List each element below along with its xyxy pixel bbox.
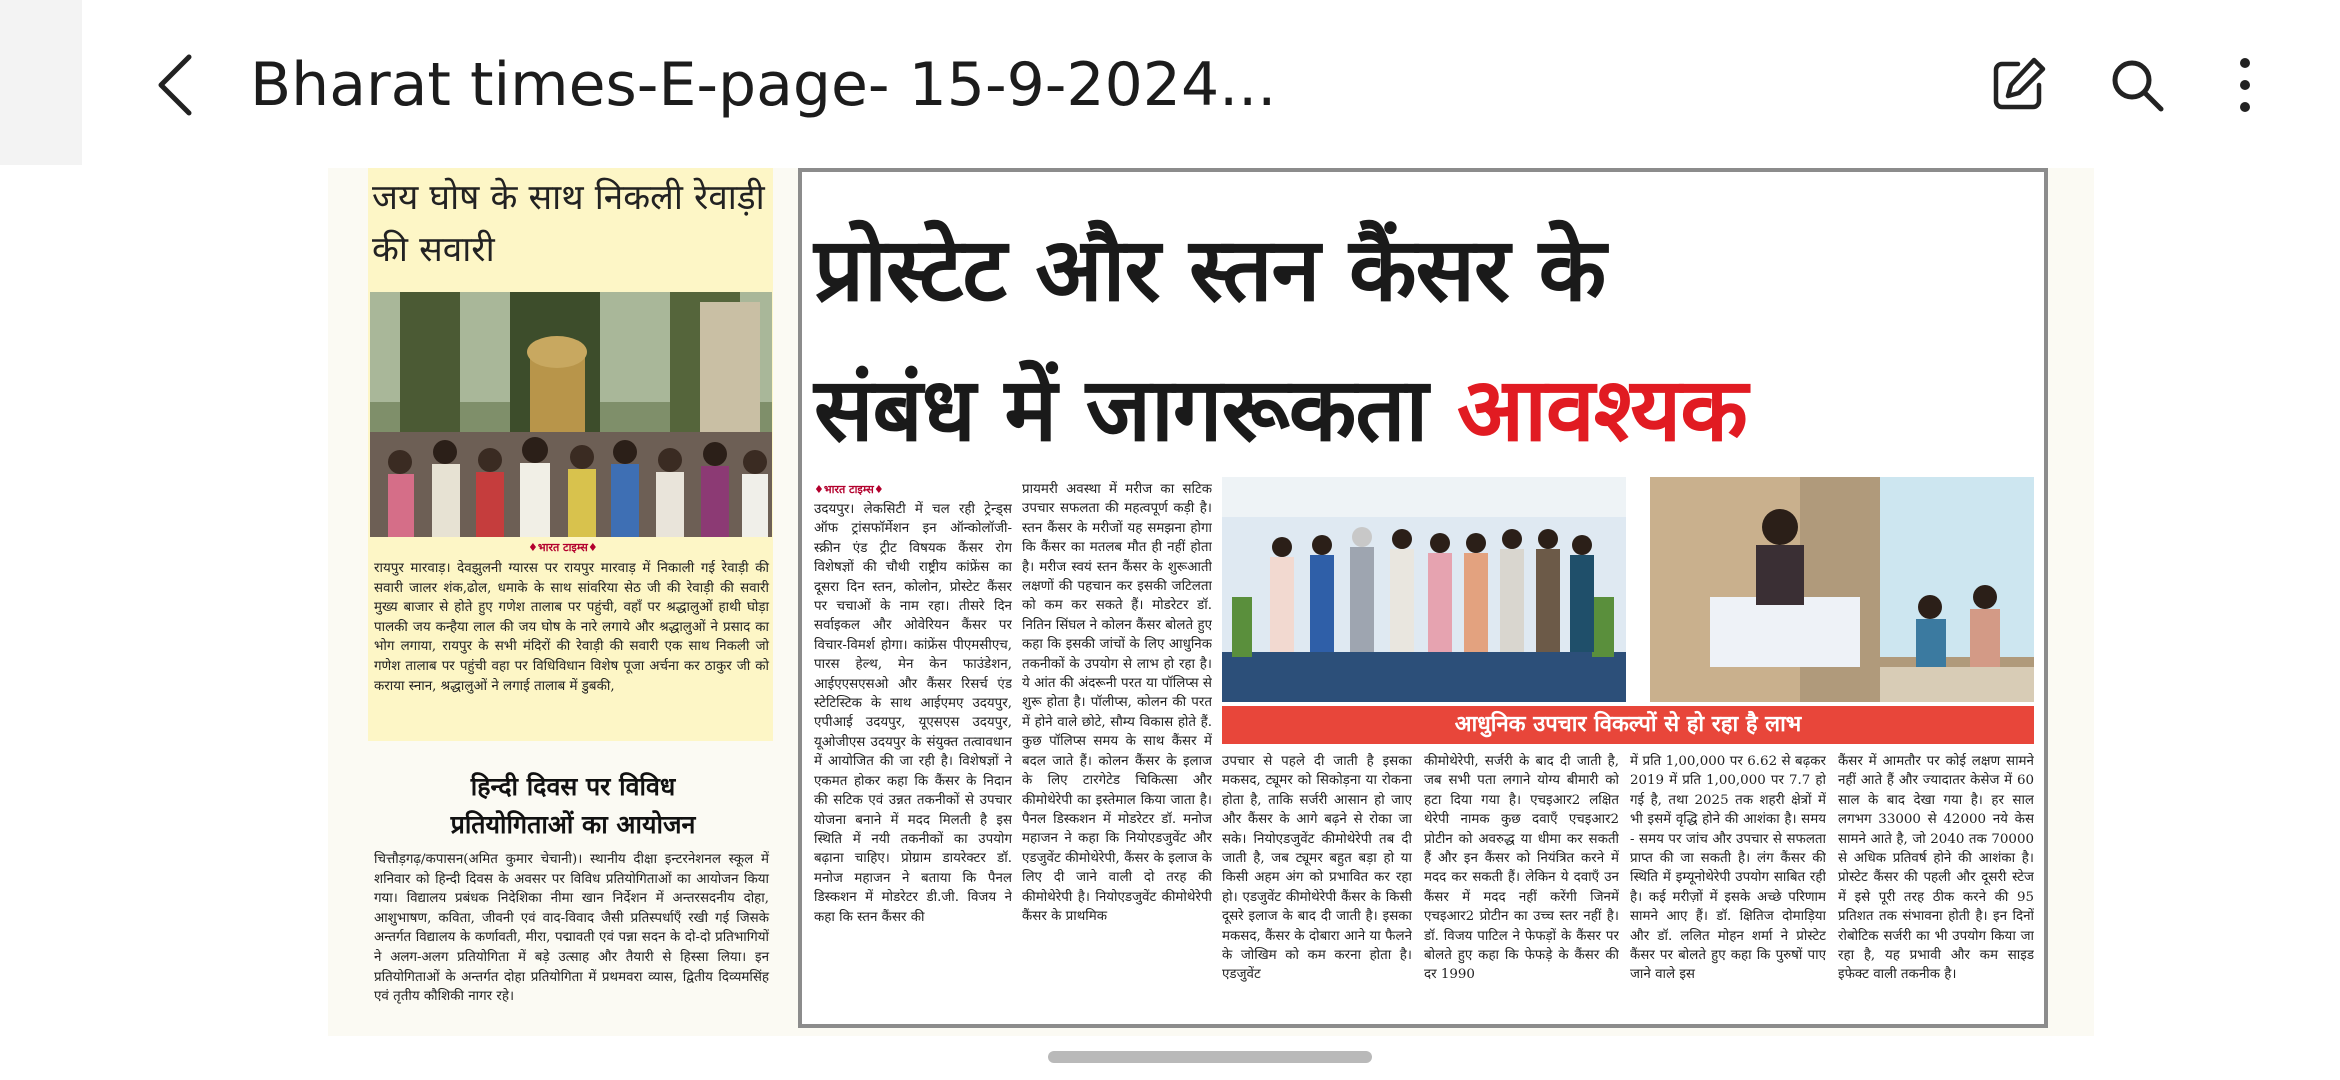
photo-caption: आधुनिक उपचार विकल्पों से हो रहा है लाभ	[1222, 706, 2034, 744]
story1-body: रायपुर मारवाड़। देवझुलनी ग्यारस पर रायपुर मारवाड़ में निकाली गई रेवाड़ी की सवारी जालर शंक,ढोल, धमाके के साथ सांवरिया सेठ जी की रेवाड़ी की सवारी मुख्य बाजार से होते हुए गणेश तालाब पर पहुंची, वहाँ पर श्रद्धालुओं हाथी घोड़ा पालकी जय कन्हैया लाल की जय घोष के नारे लगाये और श्रद्धालुओं ने प्रसाद का भोग लगाया, रायपुर के सभी मंदिरों की रेवाड़ी की सवारी एक साथ निकली जो गणेश तालाब पर पहुंची वहा पर विधिविधान विशेष पूजा अर्चना कर ठाकुर जी को कराया स्नान, श्रद्धालुओं ने लगाई तालाब में डुबकी,	[374, 561, 769, 694]
document-title: Bharat times-E-page- 15-9-2024...	[250, 50, 1277, 120]
headline-line2	[814, 340, 2034, 480]
back-arrow-icon	[155, 53, 195, 117]
story2-headline: हिन्दी दिवस पर विविध प्रतियोगिताओं का आयोजन	[450, 772, 696, 839]
headline-line1: प्रोस्टेट और स्तन कैंसर के	[814, 218, 1606, 321]
main-headline	[814, 200, 2034, 480]
more-options-button[interactable]	[2210, 50, 2280, 120]
back-button[interactable]	[140, 45, 210, 125]
article-column-6: कैंसर में आमतौर पर कोई लक्षण सामने नहीं आते हैं और ज्यादातर केसेज में 60 साल के बाद देखा गया है। हर साल लगभग 33000 से 42000 नये केस सामने आते है, जो 2040 तक 70000 से अधिक प्रतिवर्ष होने की आशंका है। प्रोस्टेट कैंसर की पहली और दूसरी स्टेज में इसे पूरी तरह ठीक करने की 95 प्रतिशत तक संभावना होती है। इन दिनों रोबोटिक सर्जरी का भी उपयोग किया जा रहा है, यह प्रभावी और कम साइड इफेक्ट वाली तकनीक है।	[1838, 754, 2034, 983]
bottom-scroll-handle[interactable]	[1048, 1051, 1372, 1063]
search-button[interactable]	[2102, 50, 2172, 120]
article-credit: ♦भारत टाइम्स♦	[814, 483, 884, 496]
story1-credit: ♦भारत टाइम्स♦	[528, 541, 598, 554]
more-vertical-icon	[2235, 55, 2255, 115]
article-column-4: कीमोथेरेपी, सर्जरी के बाद दी जाती है, जब सभी पता लगाने योग्य बीमारी को हटा दिया गया है। एचइआर2 लक्षित थेरेपी नामक कुछ दवाएँ एचइआर2 प्रोटीन को अवरुद्ध या धीमा कर सकती हैं और इन कैंसर को नियंत्रित करने में मदद कर सकती हैं। लेकिन ये दवाएँ उन कैंसर में मदद नहीं करेंगी जिनमें एचइआर2 प्रोटीन का उच्च स्तर नहीं है। डॉ. विजय पाटिल ने फेफड़ों के कैंसर पर बोलते हुए कहा कि फेफड़े के कैंसर की दर 1990	[1424, 754, 1619, 983]
procession-photo	[370, 292, 772, 537]
main-article	[798, 168, 2048, 1028]
article-column-1: उदयपुर। लेकसिटी में चल रही ट्रेन्ड्स ऑफ ट्रांसफॉर्मेशन इन ऑन्कोलॉजी- स्क्रीन एंड ट्रीट विषयक कैंसर रोग विशेषज्ञों की चौथी राष्ट्रीय कांफ्रेंस का दूसरा दिन स्तन, कोलोन, प्रोस्टेट कैंसर पर चचाओं के नाम रहा। तीसरे दिन सर्वाइकल और ओवेरियन कैंसर पर विचार-विमर्श होगा। कांफ्रेंस पीएमसीएच, पारस हेल्थ, मेन केन फाउंडेशन, आईएएसएसओ और कैंसर रिसर्च एंड स्टेटिस्टिक के साथ आईएमए उदयपुर, एपीआई उदयपुर, यूएसएस उदयपुर, यूओजीएस उदयपुर के संयुक्त तत्वावधान में आयोजित की जा रही है। विशेषज्ञों ने एकमत होकर कहा कि कैंसर के निदान की सटिक एवं उन्नत तकनीकों से उपचार योजना बनाने में मदद मिलती है इस स्थिति में नयी तकनीकों का उपयोग बढ़ाना चाहिए। प्रोग्राम डायरेक्टर डॉ. मनोज महाजन ने बताया कि पैनल डिस्कशन में मोडरेटर डी.जी. विजय ने कहा कि स्तन कैंसर की	[814, 502, 1012, 925]
conference-group-photo	[1222, 477, 1626, 702]
article-column-3: उपचार से पहले दी जाती है इसका मकसद, ट्यूमर को सिकोड़ना या रोकना होता है, ताकि सर्जरी आसान हो जाए और कैंसर के आगे बढ़ने से रोका जा सके। नियोएडजुवेंट कीमोथेरेपी तब दी जाती है, जब ट्यूमर बहुत बड़ा हो या किसी अहम अंग को प्रभावित कर रहा हो। एडजुवेंट कीमोथेरेपी कैंसर के किसी दूसरे इलाज के बाद दी जाती है। इसका मकसद, कैंसर के दोबारा आने या फैलने के जोखिम को कम करना होता है। एडजुवेंट	[1222, 754, 1412, 983]
article-column-5: में प्रति 1,00,000 पर 6.62 से बढ़कर 2019 में प्रति 1,00,000 पर 7.7 हो गई है, तथा 2025 तक शहरी क्षेत्रों में भी इसमें वृद्धि होने की आशंका है। समय - समय पर जांच और उपचार से सफलता प्राप्त की जा सकती है। लंग कैंसर की स्थिति में इम्यूनोथेरेपी उपयोग साबित रही है। कई मरीज़ों में इसके अच्छे परिणाम सामने आए हैं। डॉ. क्षितिज दोमाड़िया और डॉ. ललित मोहन शर्मा ने प्रोस्टेट कैंसर पर बोलते हुए कहा कि पुरुषों पाए जाने वाले इस	[1630, 754, 1826, 983]
story1-headline: जय घोष के साथ निकली रेवाड़ी की सवारी	[372, 178, 765, 270]
article-column-2: प्रायमरी अवस्था में मरीज का सटिक उपचार सफलता की महत्वपूर्ण कड़ी है। स्तन कैंसर के मरीजों यह समझना होगा कि कैंसर का मतलब मौत ही नहीं होता है। मरीज स्वयं स्तन कैंसर के शुरूआती लक्षणों की पहचान कर इसकी जटिलता को कम कर सकते हैं। मोडरेटर डॉ. नितिन सिंघल ने कोलन कैंसर बोलते हुए कहा कि इसकी जांचों के लिए आधुनिक तकनीकों के उपयोग से लाभ हो रहा है। ये आंत की अंदरूनी परत या पॉलिप्स से शुरू होता है। पॉलीप्स, कोलन की परत में होने वाले छोटे, सौम्य विकास होते हैं. कुछ पॉलिप्स समय के साथ कैंसर में बदल जाते हैं। कोलन कैंसर के इलाज के लिए टारगेटेड चिकित्सा और कीमोथेरेपी का इस्तेमाल किया जाता है। पैनल डिस्कशन में मोडरेटर डॉ. मनोज महाजन ने कहा कि नियोएडजुवेंट और एडजुवेंट कीमोथेरेपी, कैंसर के इलाज के लिए दी जाने वाली दो तरह की कीमोथेरेपी है। नियोएडजुवेंट कीमोथेरेपी कैंसर के प्राथमिक	[1022, 482, 1212, 924]
epaper-page[interactable]	[328, 168, 2094, 1036]
left-column	[368, 168, 773, 1036]
story2-body: चित्तौड़गढ़/कपासन(अमित कुमार चेचानी)। स्थानीय दीक्षा इन्टरनेशनल स्कूल में शनिवार को हिन्दी दिवस के अवसर पर विविध प्रतियोगिताओं का आयोजन किया गया। विद्यालय प्रबंधक निदेशिका नीमा खान निर्देशन में अन्तरसदनीय दोहा, आशुभाषण, कविता, जीवनी एवं वाद-विवाद जैसी प्रतिस्पर्धाएँ रखी गई जिसके अन्तर्गत विद्यालय के कर्णावती, मीरा, पद्मावती एवं पन्ना सदन के दो-दो प्रतिभागियों ने अलग-अलग प्रतियोगिता में बड़े उत्साह और तैयारी से हिस्सा लिया। इन प्रतियोगिताओं के अन्तर्गत दोहा प्रतियोगिता में प्रथमवरा व्यास, द्वितीय दिव्यमसिंह एवं तृतीय कौशिकी नागर रहे।	[374, 852, 769, 1005]
headline-line2-black: संबंध में जागरूकता	[814, 358, 1428, 461]
headline-line2-red: आवश्यक	[1456, 358, 1747, 461]
search-icon	[2107, 55, 2167, 115]
conference-speaker-photo	[1650, 477, 2034, 702]
edit-icon	[1988, 55, 2048, 115]
article-photo-block	[1222, 477, 2034, 747]
edit-button[interactable]	[1983, 50, 2053, 120]
